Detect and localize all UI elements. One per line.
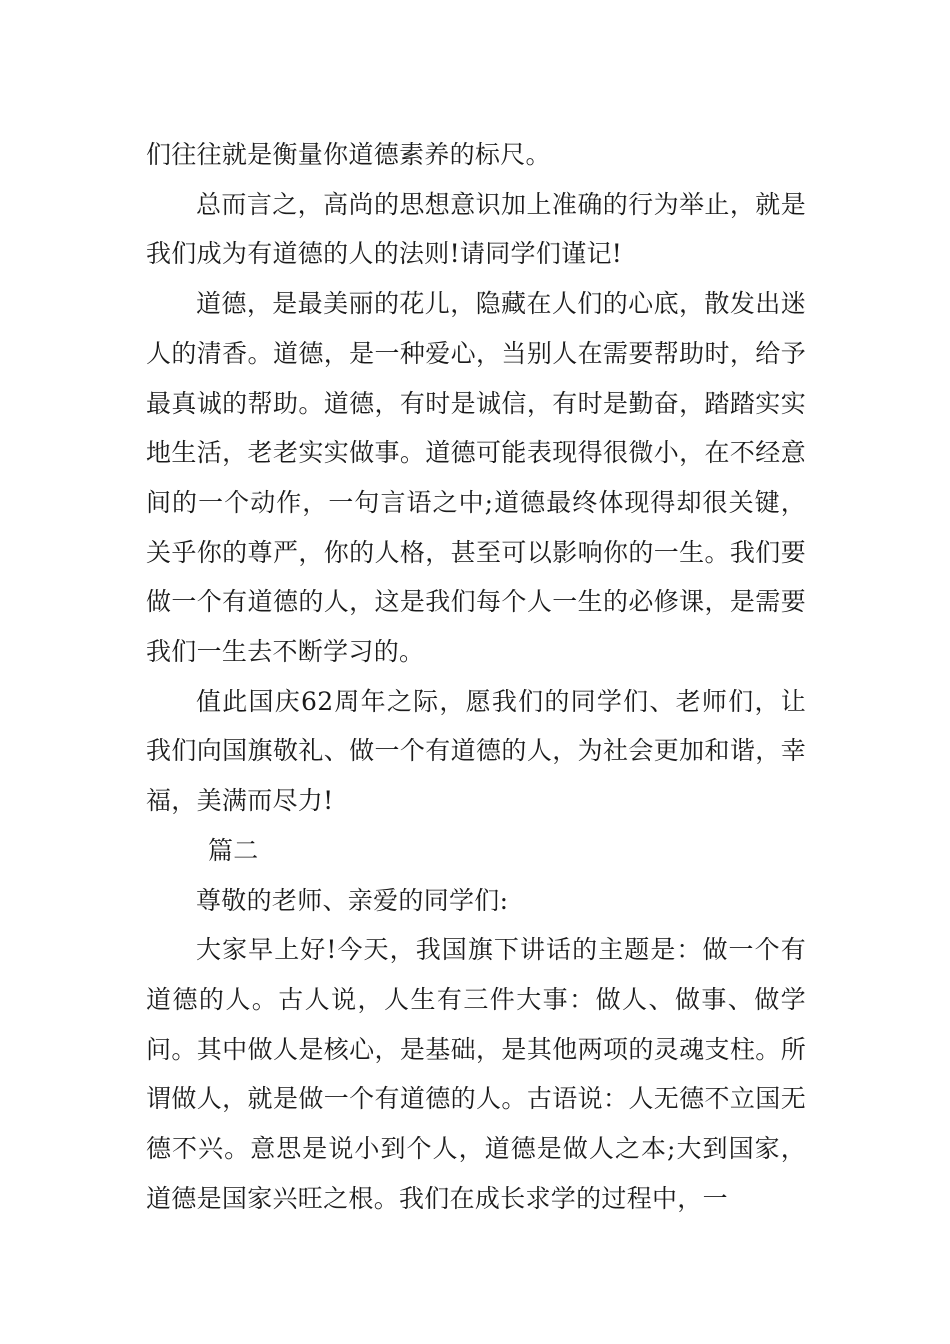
section-heading: 篇二 [208,835,259,865]
paragraph-conclusion: 总而言之，高尚的思想意识加上准确的行为举止，就是我们成为有道德的人的法则!请同学们谨记! [146,189,806,269]
greeting: 尊敬的老师、亲爱的同学们: [196,885,509,915]
document-body [146,130,806,1223]
paragraph-national-day: 值此国庆62周年之际，愿我们的同学们、老师们，让我们向国旗敬礼、做一个有道德的人，为社会更加和谐，幸福，美满而尽力! [146,686,806,816]
paragraph-morality: 道德，是最美丽的花儿，隐藏在人们的心底，散发出迷人的清香。道德，是一种爱心，当别人在需要帮助时，给予最真诚的帮助。道德，有时是诚信，有时是勤奋，踏踏实实地生活，老老实实做事。道德可能表现得很微小，在不经意间的一个动作，一句言语之中;道德最终体现得却很关键，关乎你的尊严，你的人格，甚至可以影响你的一生。我们要做一个有道德的人，这是我们每个人一生的必修课，是需要我们一生去不断学习的。 [146,289,806,667]
paragraph-continuation: 们往往就是衡量你道德素养的标尺。 [146,140,551,169]
paragraph-speech-opening: 大家早上好!今天，我国旗下讲话的主题是：做一个有道德的人。古人说，人生有三件大事：做人、做事、做学问。其中做人是核心，是基础，是其他两项的灵魂支柱。所谓做人，就是做一个有道德的人。古语说：人无德不立国无德不兴。意思是说小到个人，道德是做人之本;大到国家，道德是国家兴旺之根。我们在成长求学的过程中，一 [146,935,806,1213]
